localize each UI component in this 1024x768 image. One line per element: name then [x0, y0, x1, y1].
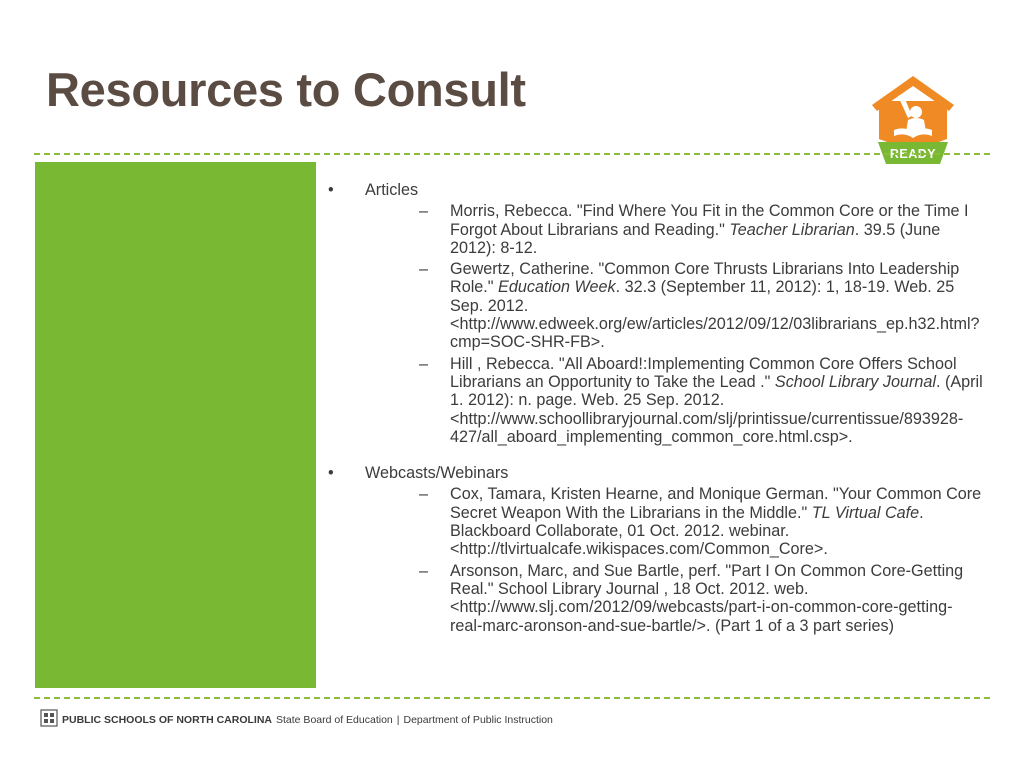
citation-item	[365, 355, 984, 446]
nc-seal-icon	[40, 709, 58, 730]
citation-text: Cox, Tamara, Kristen Hearne, and Monique German. "Your Common Core Secret Weapon With the Librarians in the Middle."	[450, 485, 982, 522]
resource-list	[324, 181, 984, 653]
citation-item	[365, 562, 984, 635]
citation-details: . 32.3 (September 11, 2012): 1, 18-19. Web. 25 Sep. 2012. <http://www.edweek.org/ew/articles/2012/09/12/03librarians_ep.h32.html?cmp=SOC-SHR-FB>.	[450, 278, 980, 352]
citation-source: Education Week	[498, 278, 616, 297]
logo-label: READY	[889, 147, 937, 161]
citation-text: Morris, Rebecca. "Find Where You Fit in the Common Core or the Time I Forgot About Librarians and Reading."	[450, 202, 969, 239]
logo-child-head	[910, 106, 922, 118]
citation-item	[365, 260, 984, 351]
section-articles	[324, 181, 984, 446]
slide-title: Resources to Consult	[46, 63, 526, 116]
dash-marker: –	[419, 561, 429, 580]
citation-source: Teacher Librarian	[729, 220, 855, 239]
citation-text: Hill , Rebecca. "All Aboard!:Implementing Common Core Offers School Librarians an Opportunity to Take the Lead ."	[450, 354, 957, 391]
footer-board: State Board of Education	[276, 713, 393, 726]
citation-text: Gewertz, Catherine. "Common Core Thrusts Librarians Into Leadership Role."	[450, 260, 960, 297]
dash-marker: –	[419, 202, 429, 221]
dash-marker: –	[419, 354, 429, 373]
footer-separator: |	[396, 713, 400, 726]
citation-source: TL Virtual Cafe	[811, 503, 920, 522]
footer	[40, 709, 553, 730]
citation-details: . 39.5 (June 2012): 8-12.	[450, 220, 941, 257]
green-side-panel	[35, 162, 316, 688]
section-label: Articles	[365, 181, 419, 199]
bullet-marker: •	[328, 464, 334, 483]
citation-item	[365, 202, 984, 257]
citation-text: Arsonson, Marc, and Sue Bartle, perf. "Part I On Common Core-Getting Real." School Library Journal , 18 Oct. 2012. web. <http://www.slj.com/2012/09/webcasts/part-i-on-common-core-getting-real-marc-aronson-and-sue-bartle/>. (Part 1 of a 3 part series)	[450, 561, 964, 635]
dash-marker: –	[419, 485, 429, 504]
bottom-dashed-divider	[34, 697, 990, 699]
citation-source: School Library Journal	[774, 372, 936, 391]
dash-marker: –	[419, 260, 429, 279]
top-dashed-divider	[34, 153, 990, 155]
citation-details: . (April 1. 2012): n. page. Web. 25 Sep. 2012. <http://www.schoollibraryjournal.com/slj/printissue/currentissue/893928-427/all_aboard_implementing_common_core.html.csp>.	[450, 372, 983, 446]
footer-dept: Department of Public Instruction	[403, 713, 553, 726]
bullet-marker: •	[328, 181, 334, 199]
section-label: Webcasts/Webinars	[365, 464, 509, 483]
citation-item	[365, 485, 984, 558]
section-webcasts	[324, 464, 984, 635]
citation-details: . Blackboard Collaborate, 01 Oct. 2012. webinar. <http://tlvirtualcafe.wikispaces.com/Common_Core>.	[450, 503, 924, 559]
footer-org: PUBLIC SCHOOLS OF NORTH CAROLINA	[62, 713, 272, 726]
